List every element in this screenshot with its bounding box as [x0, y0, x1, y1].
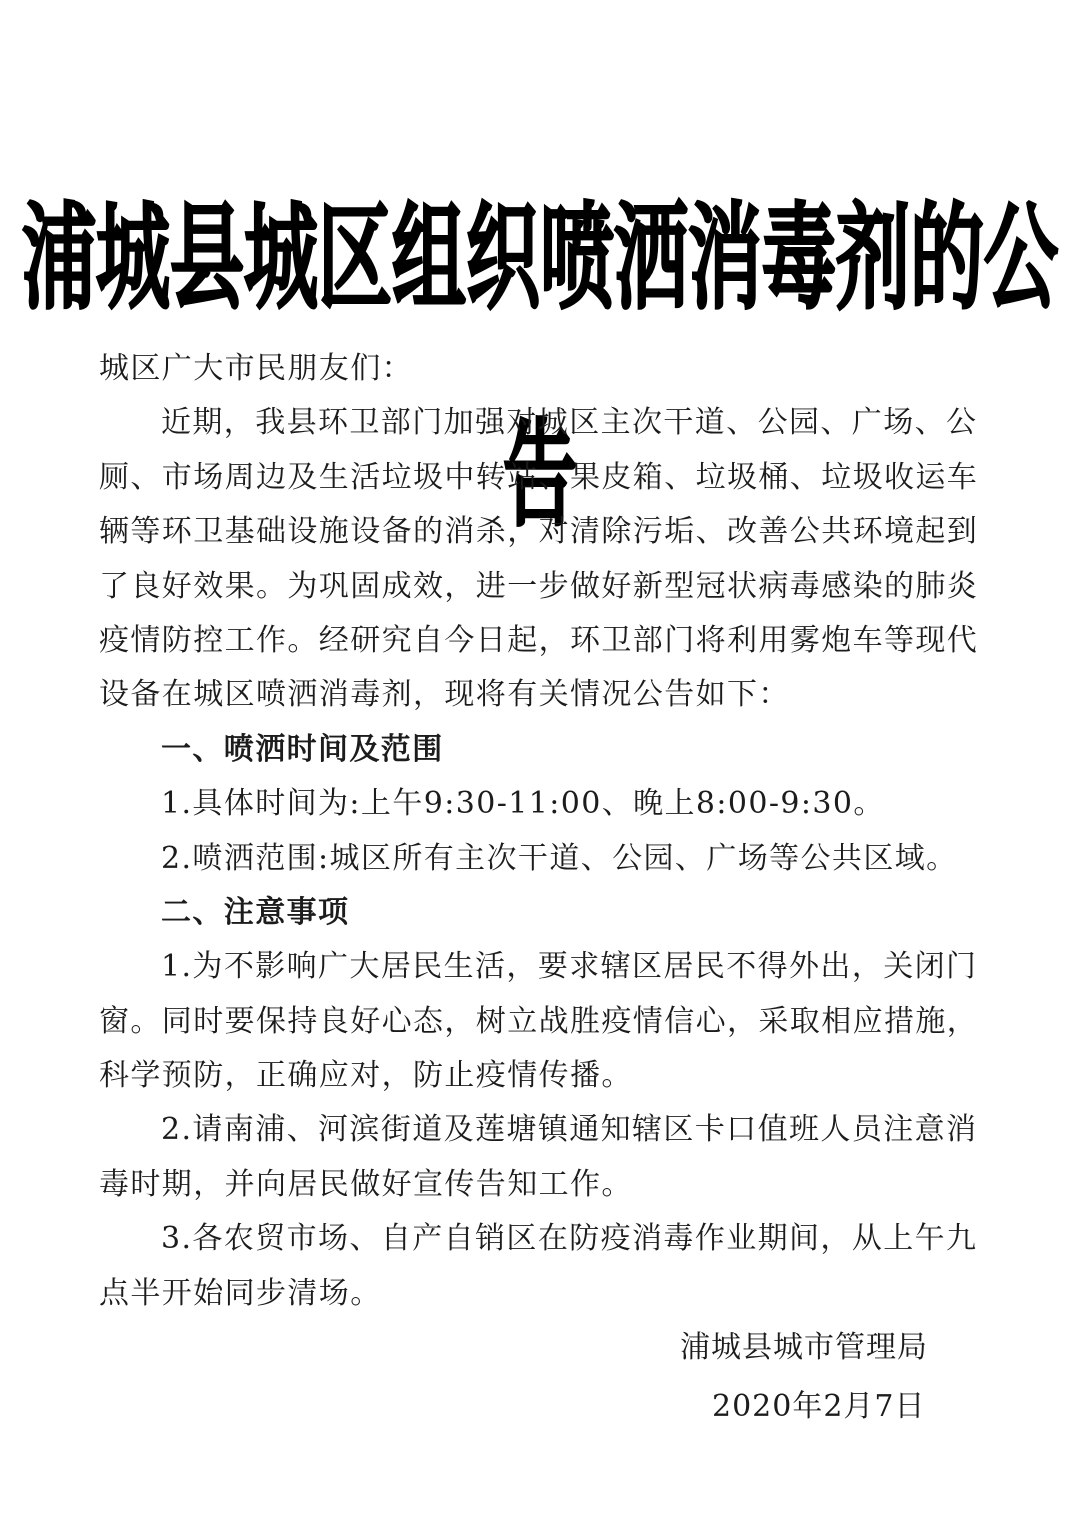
paragraph1-line: 设备在城区喷洒消毒剂，现将有关情况公告如下： [99, 677, 790, 713]
section2-item1-line: 窗。同时要保持良好心态，树立战胜疫情信心，采取相应措施， [99, 1003, 979, 1039]
paragraph1-line: 了良好效果。为巩固成效，进一步做好新型冠状病毒感染的肺炎 [99, 568, 979, 604]
signature-date: 2020年2月7日 [712, 1389, 926, 1424]
paragraph1-line: 疫情防控工作。经研究自今日起，环卫部门将利用雾炮车等现代 [99, 622, 979, 658]
notice-title: 浦城县城区组织喷洒消毒剂的公告 [22, 191, 1058, 543]
section2-item3-line: 3.各农贸市场、自产自销区在防疫消毒作业期间，从上午九 [161, 1221, 978, 1257]
signature-organization: 浦城县城市管理局 [680, 1330, 928, 1365]
section1-heading: 一、喷洒时间及范围 [161, 731, 444, 767]
paragraph1-line: 辆等环卫基础设施设备的消杀，对清除污垢、改善公共环境起到 [99, 514, 979, 550]
section1-item: 1.具体时间为:上午9:30-11:00、晚上8:00-9:30。 [161, 786, 885, 822]
section1-item: 2.喷洒范围:城区所有主次干道、公园、广场等公共区域。 [161, 840, 958, 876]
section2-heading: 二、注意事项 [161, 894, 350, 930]
paragraph1-line: 厕、市场周边及生活垃圾中转站、果皮箱、垃圾桶、垃圾收运车 [99, 459, 979, 495]
paragraph1-line: 近期，我县环卫部门加强对城区主次干道、公园、广场、公 [161, 405, 978, 441]
section2-item2-line: 毒时期，并向居民做好宣传告知工作。 [99, 1166, 633, 1202]
section2-item1-line: 1.为不影响广大居民生活，要求辖区居民不得外出，关闭门 [161, 949, 978, 985]
salutation: 城区广大市民朋友们： [99, 351, 413, 386]
section2-item1-line: 科学预防，正确应对，防止疫情传播。 [99, 1058, 633, 1094]
section2-item2-line: 2.请南浦、河滨街道及莲塘镇通知辖区卡口值班人员注意消 [161, 1112, 978, 1148]
notice-body [99, 342, 989, 1321]
section2-item3-line: 点半开始同步清场。 [99, 1275, 382, 1311]
